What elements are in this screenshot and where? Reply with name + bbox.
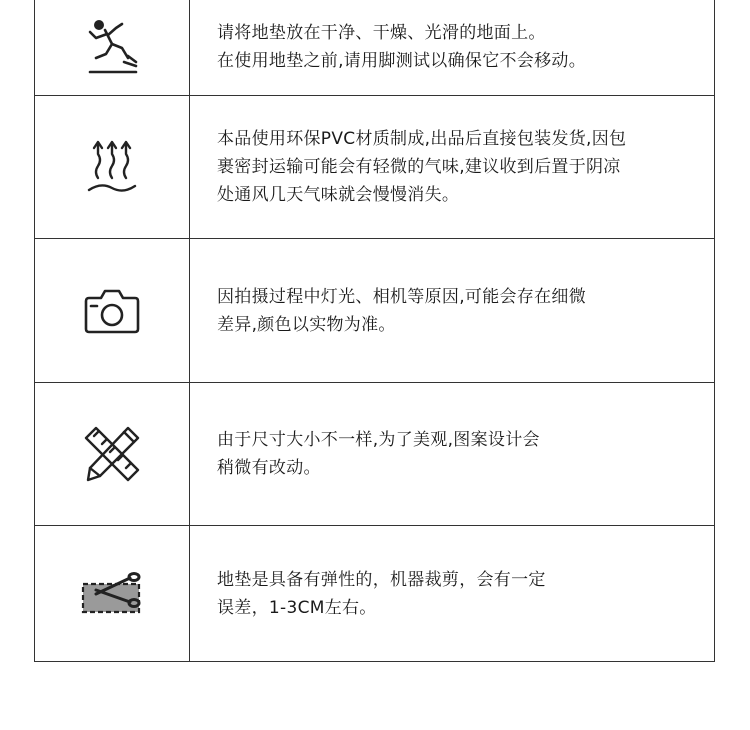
scissors-cut-icon — [80, 572, 144, 616]
notice-line: 地垫是具备有弹性的，机器裁剪，会有一定 — [217, 570, 546, 590]
notice-line: 在使用地垫之前,请用脚测试以确保它不会移动。 — [217, 50, 587, 71]
notice-text — [217, 566, 546, 622]
text-cell — [190, 96, 714, 238]
text-cell — [190, 239, 714, 382]
text-cell — [190, 383, 714, 525]
camera-icon — [83, 286, 141, 336]
notice-line: 稍微有改动。 — [217, 458, 321, 478]
notice-text — [217, 19, 586, 75]
slippery-floor-icon — [84, 16, 140, 78]
notice-line: 裹密封运输可能会有轻微的气味,建议收到后置于阴凉 — [217, 157, 621, 177]
odor-vapor-icon — [87, 136, 137, 198]
notice-line: 本品使用环保PVC材质制成,出品后直接包装发货,因包 — [217, 129, 627, 149]
notice-row-cutting — [35, 526, 714, 662]
notice-text — [217, 125, 626, 209]
notice-row-camera — [35, 239, 714, 383]
notice-line: 因拍摄过程中灯光、相机等原因,可能会存在细微 — [217, 286, 587, 307]
text-cell — [190, 526, 714, 662]
notice-row-odor — [35, 96, 714, 239]
pencil-ruler-icon — [82, 424, 142, 484]
notice-line: 请将地垫放在干净、干燥、光滑的地面上。 — [217, 22, 546, 43]
icon-cell — [35, 383, 190, 525]
notice-line: 误差，1-3CM左右。 — [217, 598, 377, 618]
icon-cell — [35, 239, 190, 382]
notice-text — [217, 283, 586, 339]
text-cell — [190, 0, 714, 95]
notice-line: 差异,颜色以实物为准。 — [217, 314, 396, 335]
notice-table — [34, 0, 715, 662]
icon-cell — [35, 526, 190, 662]
notice-text — [217, 426, 540, 482]
notice-line: 处通风几天气味就会慢慢消失。 — [217, 185, 460, 205]
icon-cell — [35, 96, 190, 238]
notice-row-design — [35, 383, 714, 526]
notice-row-slippery — [35, 0, 714, 96]
icon-cell — [35, 0, 190, 95]
notice-line: 由于尺寸大小不一样,为了美观,图案设计会 — [217, 430, 540, 450]
